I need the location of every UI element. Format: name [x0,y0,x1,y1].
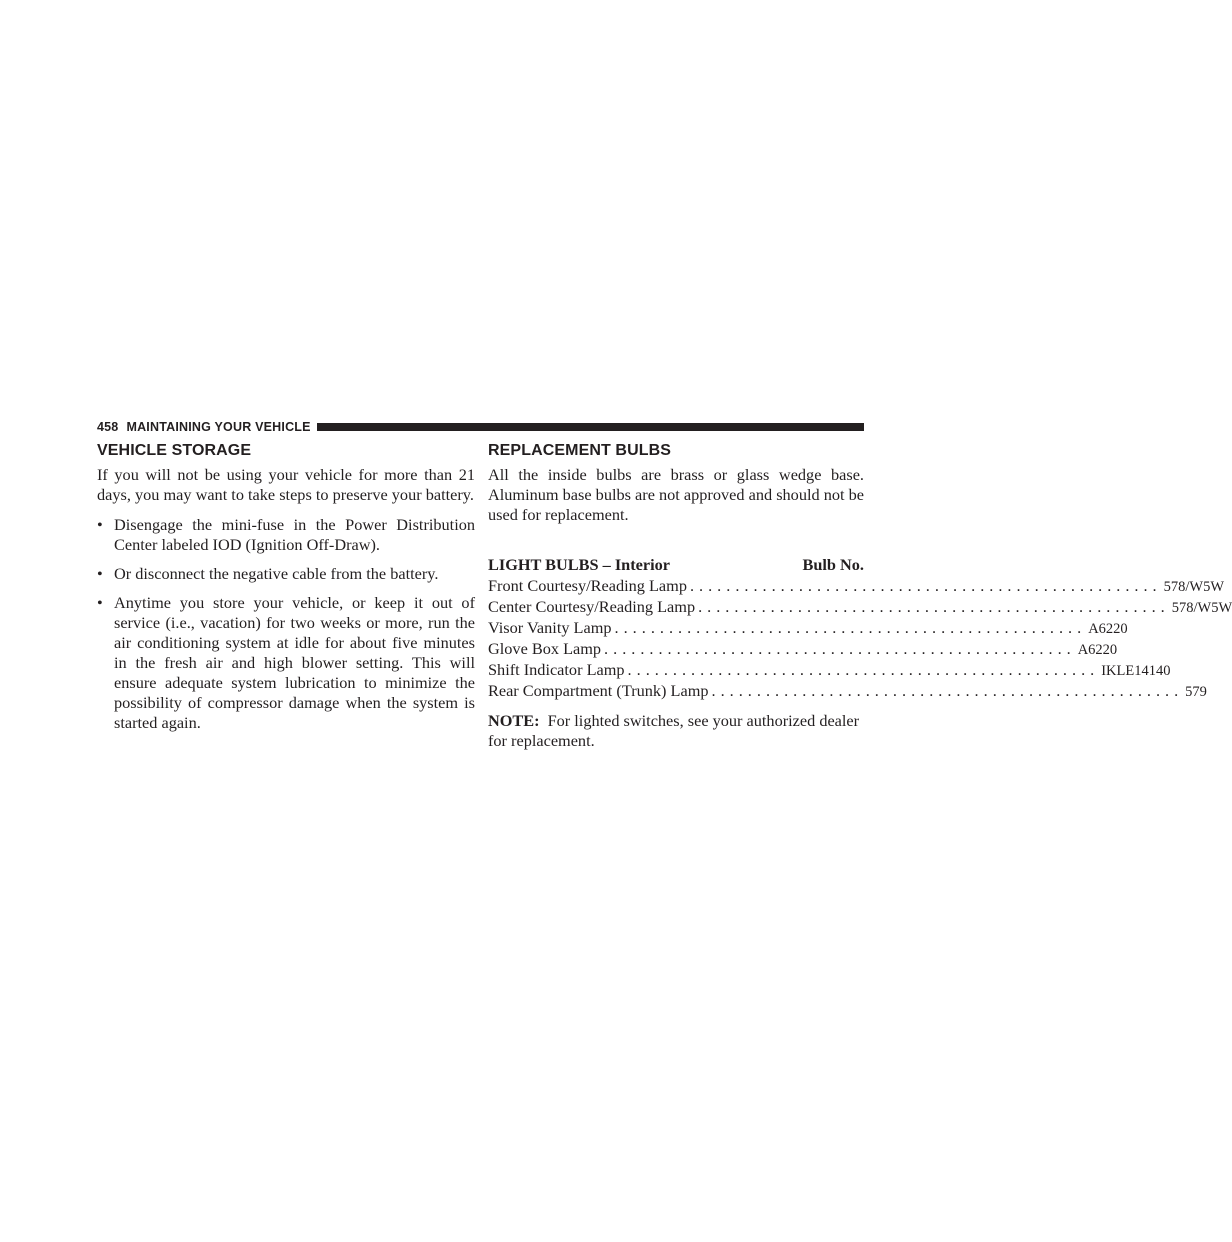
list-item [97,515,475,555]
table-row [488,660,1171,681]
bullet-icon: • [97,593,103,612]
left-column [97,441,475,742]
bulb-number: 578/W5W [1163,579,1225,595]
dot-leader: .................................................... [614,618,1087,637]
table-row [488,576,1225,597]
list-item [97,564,475,584]
note-label: NOTE: [488,711,540,730]
bulb-number: 579 [1185,684,1207,700]
dot-leader: .................................................... [689,576,1162,595]
lamp-name: Visor Vanity Lamp [488,618,612,637]
replacement-bulbs-intro: All the inside bulbs are brass or glass wedge base. Aluminum base bulbs are not approved and should not be used for replacement. [488,465,864,524]
bulb-table [488,555,1232,702]
bulb-number: A6220 [1077,642,1118,658]
table-row [488,681,1207,702]
right-column [488,441,1232,751]
bullet-icon: • [97,564,103,583]
list-item [97,593,475,733]
column-header-bulb-no: Bulb No. [802,555,864,574]
lamp-name: Center Courtesy/Reading Lamp [488,597,696,616]
dot-leader: .................................................... [627,660,1100,679]
storage-bullet-list [97,515,475,733]
page-header [97,419,864,435]
replacement-bulbs-heading: REPLACEMENT BULBS [488,442,672,459]
list-item-text: Anytime you store your vehicle, or keep it out of service (i.e., vacation) for two weeks or more, run the air conditioning system at idle for about five minutes in the fresh air and high blower setting. This will ensure adequate system lubrication to minimize the possibility of compressor damage when the system is started again. [114,593,475,732]
lamp-name: Front Courtesy/Reading Lamp [488,576,687,595]
lamp-name: Glove Box Lamp [488,639,602,658]
list-item-text: Disengage the mini-fuse in the Power Distribution Center labeled IOD (Ignition Off-Draw). [114,515,475,554]
bulb-number: 578/W5W [1171,600,1232,616]
bulb-number: A6220 [1088,621,1128,637]
table-header [488,555,864,575]
list-item-text: Or disconnect the negative cable from the battery. [114,564,439,583]
header-rule [317,423,864,431]
table-row [488,597,1232,618]
lamp-name: Rear Compartment (Trunk) Lamp [488,681,709,700]
column-header-light-bulbs: LIGHT BULBS – Interior [488,555,670,574]
dot-leader: .................................................... [604,639,1076,658]
note-text: For lighted switches, see your authorized dealer for replacement. [488,711,860,750]
note-paragraph [488,711,864,751]
page-number: 458 [97,420,119,434]
table-row [488,639,1118,660]
dot-leader: .................................................... [698,597,1170,616]
lamp-name: Shift Indicator Lamp [488,660,625,679]
bullet-icon: • [97,515,103,534]
vehicle-storage-intro: If you will not be using your vehicle for more than 21 days, you may want to take steps to preserve your battery. [97,465,475,504]
dot-leader: .................................................... [711,681,1184,700]
table-row [488,618,1128,639]
bulb-number: IKLE14140 [1101,663,1171,679]
section-title: MAINTAINING YOUR VEHICLE [126,420,311,434]
vehicle-storage-heading: VEHICLE STORAGE [97,442,252,459]
